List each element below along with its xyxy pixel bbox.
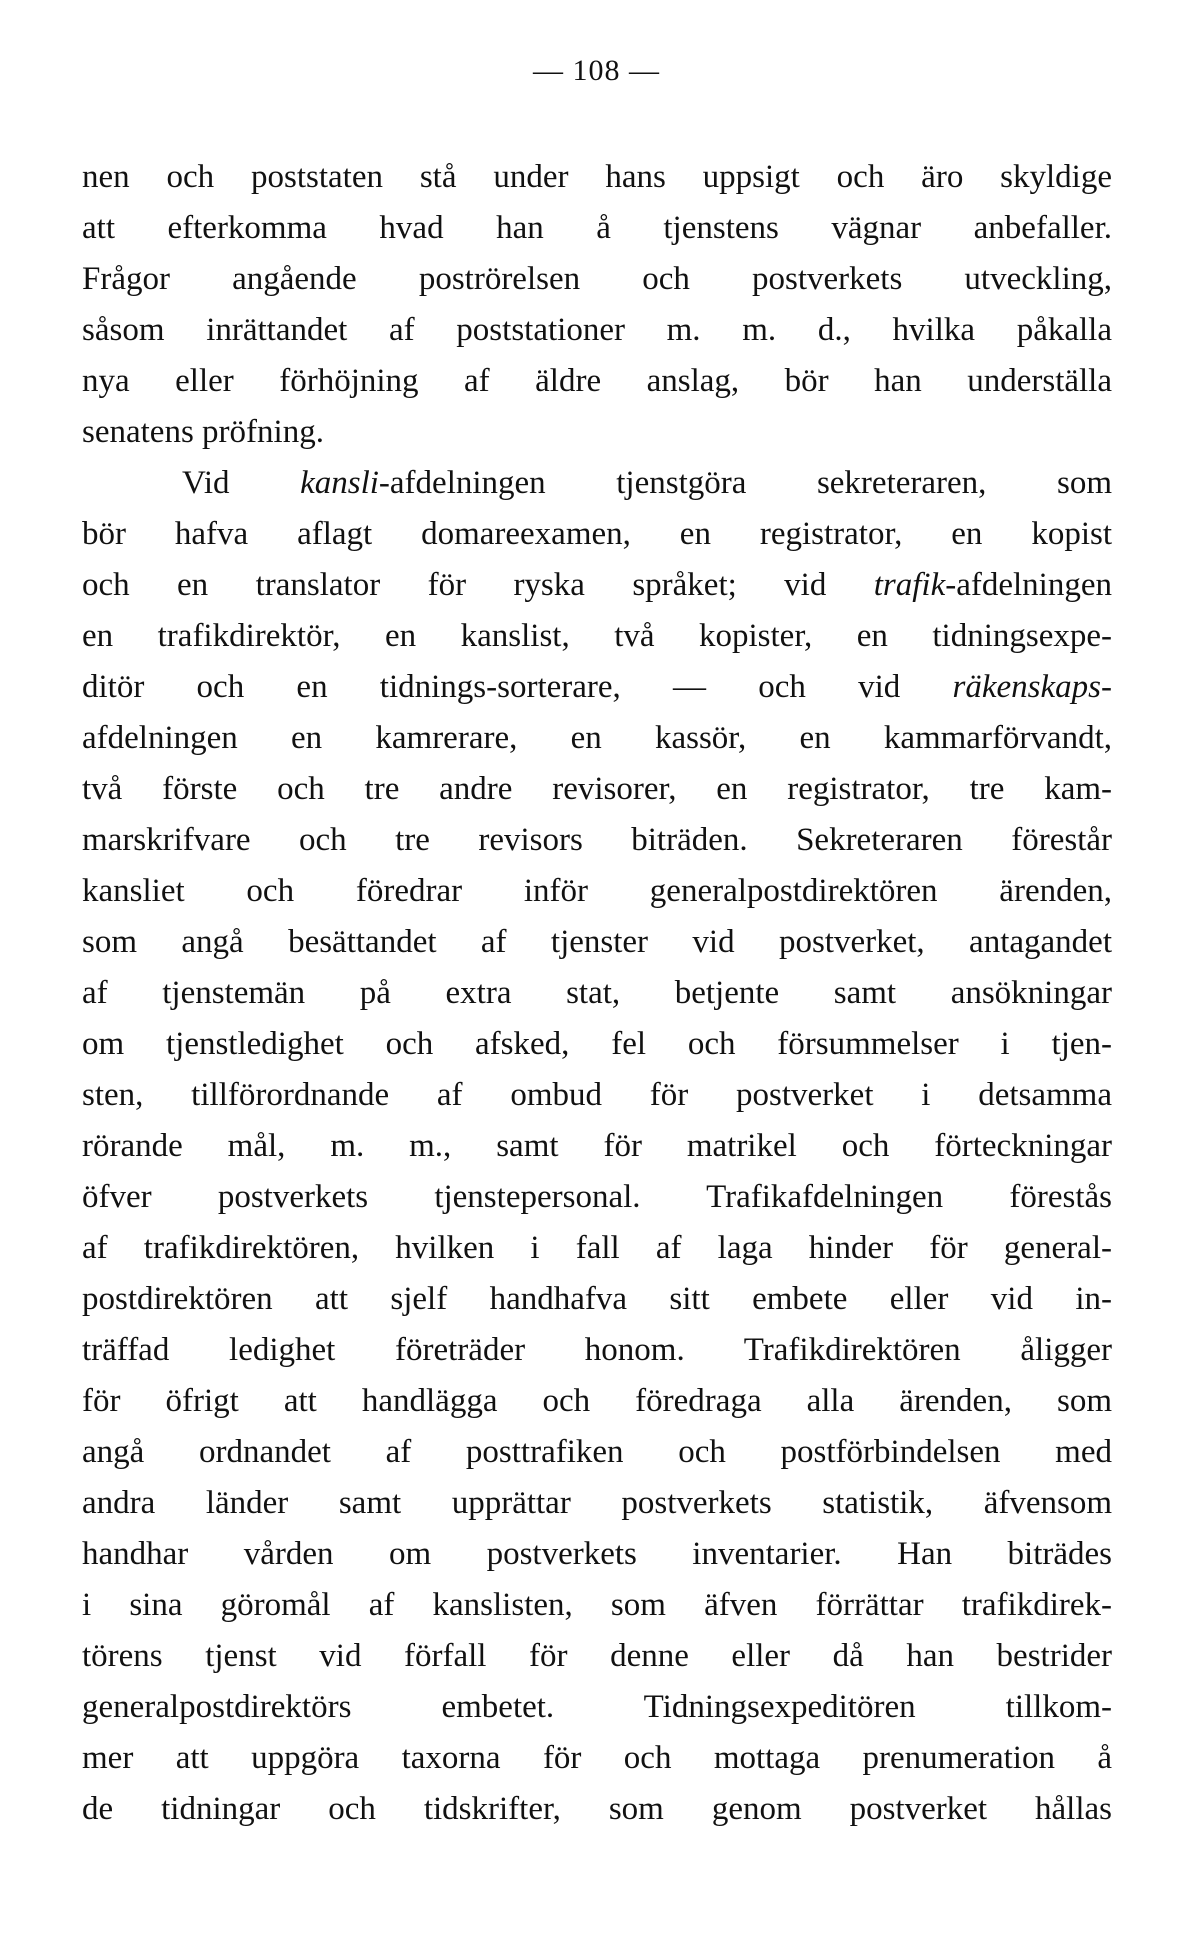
text-line	[82, 254, 1112, 305]
text-line	[82, 458, 1112, 509]
text-line	[82, 203, 1112, 254]
text-segment: om tjenstledighet och afsked, fel och försummelser i tjen-	[82, 1026, 1112, 1062]
text-segment: i sina göromål af kanslisten, som äfven förrättar trafikdirek-	[82, 1587, 1112, 1623]
text-line	[82, 152, 1112, 203]
text-segment: senatens pröfning.	[82, 414, 324, 450]
text-segment: andra länder samt upprättar postverkets statistik, äfvensom	[82, 1485, 1112, 1521]
text-segment: att efterkomma hvad han å tjenstens vägnar anbefaller.	[82, 210, 1112, 246]
text-line	[82, 1070, 1112, 1121]
text-line	[82, 1733, 1112, 1784]
text-line	[82, 1376, 1112, 1427]
text-line	[82, 305, 1112, 356]
text-line	[82, 1682, 1112, 1733]
text-segment: de tidningar och tidskrifter, som genom postverket hållas	[82, 1791, 1112, 1827]
text-segment: marskrifvare och tre revisors biträden. Sekreteraren förestår	[82, 822, 1112, 858]
text-line	[82, 1427, 1112, 1478]
italic-term: räkenskaps-	[952, 669, 1112, 705]
text-line	[82, 509, 1112, 560]
text-segment: törens tjenst vid förfall för denne eller då han bestrider	[82, 1638, 1112, 1674]
text-segment: sten, tillförordnande af ombud för postverket i detsamma	[82, 1077, 1112, 1113]
body-text	[82, 152, 1112, 1835]
text-segment: nya eller förhöjning af äldre anslag, bör han underställa	[82, 363, 1112, 399]
text-line	[82, 662, 1112, 713]
text-segment: generalpostdirektörs embetet. Tidningsexpeditören tillkom-	[82, 1689, 1112, 1725]
text-line	[82, 1631, 1112, 1682]
text-segment: af tjenstemän på extra stat, betjente samt ansökningar	[82, 975, 1112, 1011]
text-line	[82, 1478, 1112, 1529]
text-segment: två förste och tre andre revisorer, en registrator, tre kam-	[82, 771, 1112, 807]
text-segment: angå ordnandet af posttrafiken och postförbindelsen med	[82, 1434, 1112, 1470]
text-segment: -afdelningen	[945, 567, 1112, 603]
text-line	[82, 815, 1112, 866]
text-line	[82, 356, 1112, 407]
text-line	[82, 1274, 1112, 1325]
italic-term: kansli	[300, 465, 379, 501]
text-segment: som angå besättandet af tjenster vid postverket, antagandet	[82, 924, 1112, 960]
text-line	[82, 560, 1112, 611]
text-segment: och en translator för ryska språket; vid	[82, 567, 874, 603]
text-segment: träffad ledighet företräder honom. Trafikdirektören åligger	[82, 1332, 1112, 1368]
text-segment: ditör och en tidnings-sorterare, — och vid	[82, 669, 953, 705]
text-segment: -afdelningen tjenstgöra sekreteraren, som	[378, 465, 1112, 501]
text-segment: handhar vården om postverkets inventarier. Han biträdes	[82, 1536, 1112, 1572]
text-segment: afdelningen en kamrerare, en kassör, en kammarförvandt,	[82, 720, 1112, 756]
text-line	[82, 1223, 1112, 1274]
text-segment: rörande mål, m. m., samt för matrikel och förteckningar	[82, 1128, 1112, 1164]
page-number: — 108 —	[533, 54, 660, 87]
text-segment: en trafikdirektör, en kanslist, två kopister, en tidningsexpe-	[82, 618, 1112, 654]
text-segment: mer att uppgöra taxorna för och mottaga prenumeration å	[82, 1740, 1112, 1776]
text-segment: såsom inrättandet af poststationer m. m. d., hvilka påkalla	[82, 312, 1112, 348]
text-line	[82, 764, 1112, 815]
text-line	[82, 1121, 1112, 1172]
text-line	[82, 1529, 1112, 1580]
text-line	[82, 1784, 1112, 1835]
text-line	[82, 968, 1112, 1019]
text-line	[82, 866, 1112, 917]
text-segment: af trafikdirektören, hvilken i fall af laga hinder för general-	[82, 1230, 1112, 1266]
text-segment: postdirektören att sjelf handhafva sitt embete eller vid in-	[82, 1281, 1112, 1317]
text-line	[82, 713, 1112, 764]
text-line	[82, 1580, 1112, 1631]
text-segment: kansliet och föredrar inför generalpostdirektören ärenden,	[82, 873, 1112, 909]
text-segment: Vid	[182, 465, 301, 501]
text-segment: Frågor angående poströrelsen och postverkets utveckling,	[82, 261, 1112, 297]
text-segment: bör hafva aflagt domareexamen, en registrator, en kopist	[82, 516, 1112, 552]
text-segment: öfver postverkets tjenstepersonal. Trafikafdelningen förestås	[82, 1179, 1112, 1215]
text-line	[82, 1172, 1112, 1223]
text-line	[82, 611, 1112, 662]
text-line	[82, 917, 1112, 968]
italic-term: trafik	[873, 567, 946, 603]
text-segment: nen och poststaten stå under hans uppsigt och äro skyldige	[82, 159, 1112, 195]
text-segment: för öfrigt att handlägga och föredraga alla ärenden, som	[82, 1383, 1112, 1419]
text-line	[82, 407, 1112, 458]
text-line	[82, 1019, 1112, 1070]
text-line	[82, 1325, 1112, 1376]
